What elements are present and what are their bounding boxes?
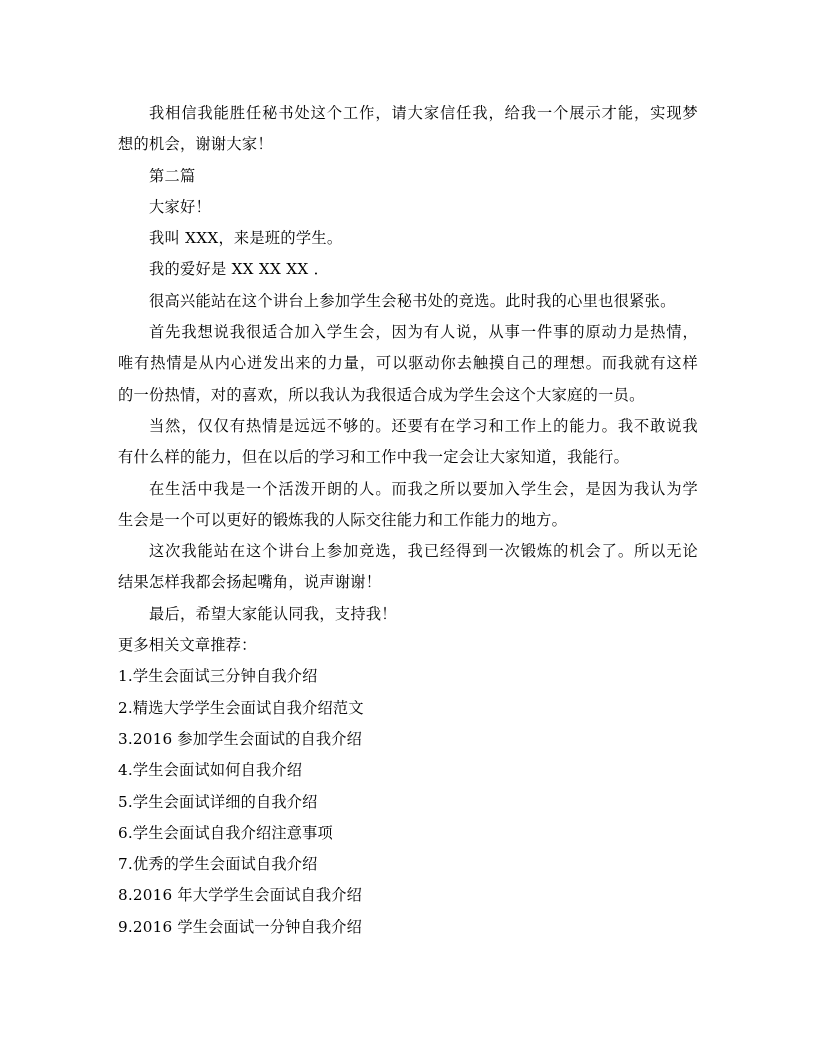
related-link[interactable]: 1.学生会面试三分钟自我介绍 — [118, 667, 318, 686]
section-title — [118, 161, 698, 192]
text-line: 结果怎样我都会扬起嘴角，说声谢谢！ — [118, 573, 382, 592]
text-line: 当然，仅仅有热情是远远不够的。还要有在学习和工作上的能力。我不敢说我 — [149, 416, 698, 435]
document-page — [118, 98, 698, 943]
text-line: 有什么样的能力，但在以后的学习和工作中我一定会让大家知道，我能行。 — [118, 448, 630, 467]
text-line: 第二篇 — [149, 166, 196, 185]
related-link[interactable]: 8.2016 年大学学生会面试自我介绍 — [118, 886, 363, 905]
paragraph-chance — [118, 536, 698, 599]
paragraph-closing-previous — [118, 98, 698, 161]
related-link[interactable]: 5.学生会面试详细的自我介绍 — [118, 792, 318, 811]
paragraph-happy — [118, 286, 698, 317]
related-articles — [118, 630, 698, 943]
text-line: 最后，希望大家能认同我，支持我！ — [149, 604, 397, 623]
text-line: 我的爱好是 XX XX XX ． — [149, 260, 330, 279]
related-link[interactable]: 2.精选大学学生会面试自我介绍范文 — [118, 698, 364, 717]
paragraph-name — [118, 223, 698, 254]
text-line: 这次我能站在这个讲台上参加竞选，我已经得到一次锻炼的机会了。所以无论 — [149, 542, 698, 561]
related-link[interactable]: 9.2016 学生会面试一分钟自我介绍 — [118, 917, 363, 936]
paragraph-greeting — [118, 192, 698, 223]
text-line: 唯有热情是从内心迸发出来的力量，可以驱动你去触摸自己的理想。而我就有这样 — [118, 354, 698, 373]
paragraph-life — [118, 474, 698, 537]
text-line: 很高兴能站在这个讲台上参加学生会秘书处的竞选。此时我的心里也很紧张。 — [149, 291, 676, 310]
text-line: 首先我想说我很适合加入学生会，因为有人说，从事一件事的原动力是热情， — [149, 323, 698, 342]
related-heading: 更多相关文章推荐： — [118, 636, 257, 655]
text-line: 生会是一个可以更好的锻炼我的人际交往能力和工作能力的地方。 — [118, 510, 568, 529]
paragraph-passion — [118, 317, 698, 411]
text-line: 我相信我能胜任秘书处这个工作，请大家信任我，给我一个展示才能，实现梦 — [149, 104, 698, 122]
text-line: 在生活中我是一个活泼开朗的人。而我之所以要加入学生会，是因为我认为学 — [149, 479, 698, 498]
text-line: 想的机会，谢谢大家！ — [118, 135, 273, 154]
related-link[interactable]: 6.学生会面试自我介绍注意事项 — [118, 823, 333, 842]
related-link[interactable]: 4.学生会面试如何自我介绍 — [118, 761, 303, 780]
text-line: 的一份热情，对的喜欢，所以我认为我很适合成为学生会这个大家庭的一员。 — [118, 385, 645, 404]
text-line: 我叫 XXX，来是班的学生。 — [149, 229, 343, 248]
paragraph-ability — [118, 411, 698, 474]
related-link[interactable]: 3.2016 参加学生会面试的自我介绍 — [118, 729, 363, 748]
related-link[interactable]: 7.优秀的学生会面试自我介绍 — [118, 855, 318, 874]
text-line: 大家好！ — [149, 197, 211, 216]
paragraph-hobby — [118, 254, 698, 285]
paragraph-finally — [118, 599, 698, 630]
